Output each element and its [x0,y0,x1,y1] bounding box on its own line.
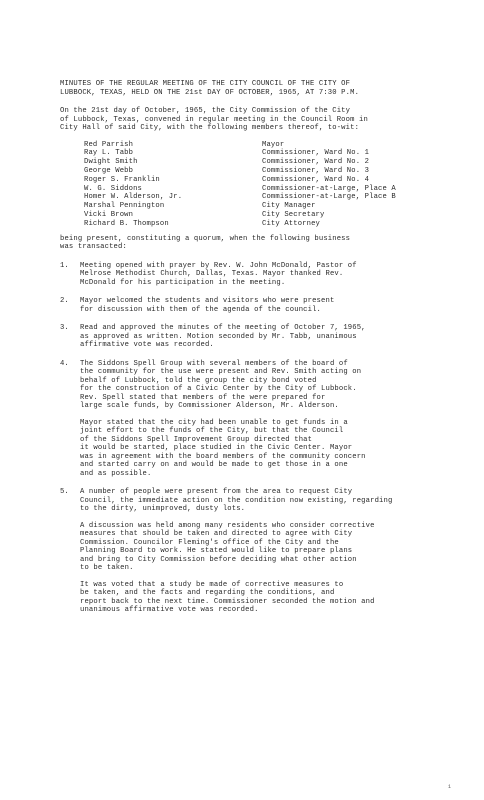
item-line: Rev. Spell stated that members of the were prepared for [80,393,326,402]
roster-name: W. G. Siddons [84,184,143,193]
item-line: Council, the immediate action on the condition now existing, regarding [80,496,393,505]
item-line: Melrose Methodist Church, Dallas, Texas. Mayor thanked Rev. [80,270,344,278]
opening-line: of Lubbock, Texas, convened in regular meeting in the Council Room in [60,115,368,124]
item-line: Read and approved the minutes of the meeting of October 7, 1965, [80,324,366,332]
item-line: for the construction of a Civic Center by the City of Lubbock. [80,385,357,393]
item-line: for discussion with them of the agenda of the council. [80,305,322,314]
item-paragraph-line: report back to the next time. Commissioner seconded the motion and [80,597,375,606]
title-line: MINUTES OF THE REGULAR MEETING OF THE CITY COUNCIL OF THE CITY OF [60,80,351,88]
roster-title: Commissioner, Ward No. 1 [262,149,370,158]
opening-line: On the 21st day of October, 1965, the City Commission of the City [60,107,351,115]
item-paragraph-line: joint effort to the funds of the City, but that the Council [80,427,344,435]
quorum-line: being present, constituting a quorum, when the following business [60,234,351,243]
item-paragraph-line: be taken, and the facts and regarding the conditions, and [80,589,335,597]
roster-name: Ray L. Tabb [84,149,134,158]
roster-title: Commissioner, Ward No. 4 [262,175,370,184]
item-paragraph-line: Mayor stated that the city had been unable to get funds in a [80,418,348,427]
item-number: 1. [60,261,69,270]
roster-name: Homer W. Alderson, Jr. [84,193,183,202]
item-line: A number of people were present from the area to request City [80,488,353,496]
quorum-line: was transacted: [60,243,127,251]
roster-name: Vicki Brown [84,210,134,219]
item-line: behalf of Lubbock, told the group the city bond voted [80,376,317,385]
opening-line: City Hall of said City, with the following members thereof, to-wit: [60,124,360,132]
item-paragraph-line: Commission. Councilor Fleming's office of the City and the [80,538,339,547]
item-line: affirmative vote was recorded. [80,341,214,349]
item-paragraph-line: Planning Board to work. He stated would like to prepare plans [80,547,353,555]
item-number: 5. [60,488,69,496]
item-line: McDonald for his participation in the meeting. [80,278,286,287]
title-line: LUBBOCK, TEXAS, HELD ON THE 21st DAY OF OCTOBER, 1965, AT 7:30 P.M. [60,89,360,97]
item-line: Mayor welcomed the students and visitors who were present [80,297,335,305]
roster-name: Richard B. Thompson [84,219,169,228]
item-paragraph-line: was in agreement with the board members of the community concern [80,452,366,461]
item-line: Meeting opened with prayer by Rev. W. John McDonald, Pastor of [80,261,357,270]
item-number: 2. [60,297,69,305]
item-paragraph-line: it would be started, place studied in the Civic Center. Mayor [80,444,353,452]
item-paragraph-line: of the Siddons Spell Improvement Group directed that [80,435,313,444]
item-paragraph-line: and bring to City Commission before deciding what other action [80,555,357,564]
roster-title: City Manager [262,202,316,211]
item-paragraph-line: and as possible. [80,469,152,478]
item-line: the community for the use were present and Rev. Smith acting on [80,368,362,376]
item-paragraph-line: measures that should be taken and directed to agree with City [80,530,353,538]
roster-name: Dwight Smith [84,158,138,167]
roster-title: Mayor [262,140,285,149]
roster-title: Commissioner-at-Large, Place A [262,184,396,193]
roster-title: Commissioner, Ward No. 3 [262,166,370,175]
item-line: The Siddons Spell Group with several members of the board of [80,359,348,368]
item-paragraph-line: It was voted that a study be made of corrective measures to [80,580,344,589]
item-line: to the dirty, unimproved, dusty lots. [80,505,246,513]
roster-name: George Webb [84,166,134,175]
item-number: 3. [60,324,69,332]
roster-title: City Secretary [262,210,325,219]
item-paragraph-line: to be taken. [80,564,134,572]
item-line: large scale funds, by Commissioner Alderson, Mr. Alderson. [80,402,339,410]
roster-name: Red Parrish [84,140,134,149]
roster-name: Marshal Pennington [84,202,165,211]
roster-title: Commissioner-at-Large, Place B [262,193,396,202]
item-paragraph-line: A discussion was held among many residents who consider corrective [80,521,375,530]
item-line: as approved as written. Motion seconded by Mr. Tabb, unanimous [80,332,357,341]
item-number: 4. [60,359,69,368]
page-number: 1 [448,784,452,790]
roster-name: Roger S. Franklin [84,175,160,184]
item-paragraph-line: and started carry on and would be made to get those in a one [80,461,348,469]
roster-title: City Attorney [262,219,321,228]
item-paragraph-line: unanimous affirmative vote was recorded. [80,606,259,614]
roster-title: Commissioner, Ward No. 2 [262,158,370,167]
